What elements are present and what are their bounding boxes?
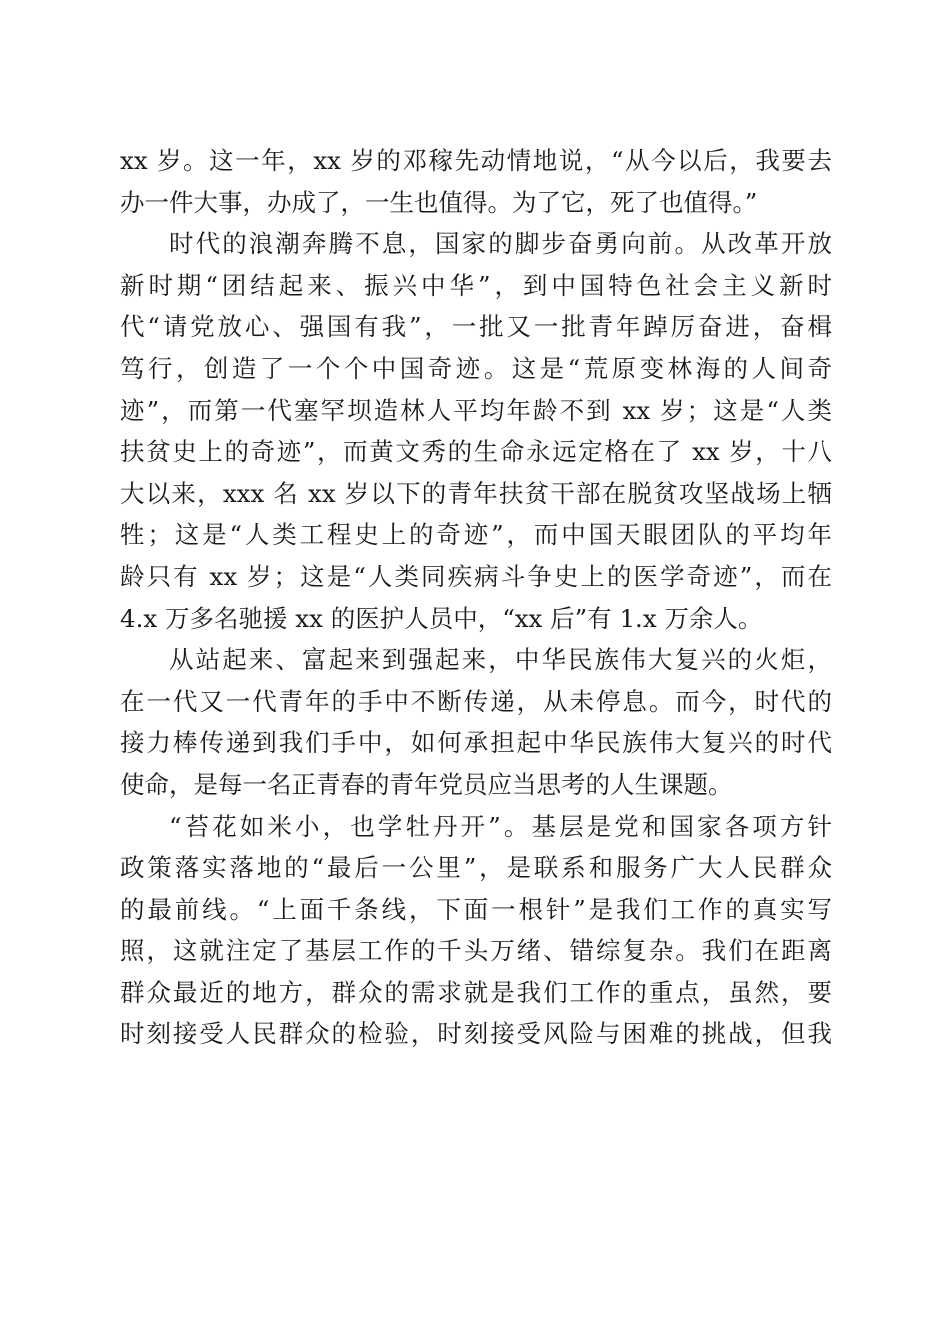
document-body: [120, 140, 832, 1055]
text-line: 时刻接受人民群众的检验，时刻接受风险与困难的挑战，但我: [120, 1019, 832, 1049]
text-line: 4.x 万多名驰援 xx 的医护人员中，“xx 后”有 1.x 万余人。: [120, 603, 763, 633]
text-line: 群众最近的地方，群众的需求就是我们工作的重点，虽然，要: [120, 977, 832, 1007]
text-line: 迹”，而第一代塞罕坝造林人平均年龄不到 xx 岁；这是“人类: [120, 395, 832, 425]
text-line: 办一件大事，办成了，一生也值得。为了它，死了也值得。”: [120, 187, 758, 217]
text-line: 照，这就注定了基层工作的千头万绪、错综复杂。我们在距离: [120, 936, 832, 966]
text-line: 从站起来、富起来到强起来，中华民族伟大复兴的火炬，: [169, 645, 832, 675]
text-line: 扶贫史上的奇迹”，而黄文秀的生命永远定格在了 xx 岁，十八: [120, 437, 832, 467]
text-line: 大以来，xxx 名 xx 岁以下的青年扶贫干部在脱贫攻坚战场上牺: [120, 478, 832, 508]
text-line: “苔花如米小，也学牡丹开”。基层是党和国家各项方针: [169, 811, 832, 841]
text-line: 新时期“团结起来、振兴中华”，到中国特色社会主义新时: [120, 270, 832, 300]
text-line: 的最前线。“上面千条线，下面一根针”是我们工作的真实写: [120, 894, 832, 924]
text-line: 笃行，创造了一个个中国奇迹。这是“荒原变林海的人间奇: [120, 353, 832, 383]
text-line: 龄只有 xx 岁；这是“人类同疾病斗争史上的医学奇迹”，而在: [120, 561, 832, 591]
text-line: 使命，是每一名正青春的青年党员应当思考的人生课题。: [120, 769, 733, 799]
text-line: 代“请党放心、强国有我”，一批又一批青年踔厉奋进，奋楫: [120, 312, 832, 342]
text-line: 牲；这是“人类工程史上的奇迹”，而中国天眼团队的平均年: [120, 520, 832, 550]
text-line: 接力棒传递到我们手中，如何承担起中华民族伟大复兴的时代: [120, 728, 832, 758]
text-line: 政策落实落地的“最后一公里”，是联系和服务广大人民群众: [120, 853, 832, 883]
text-line: xx 岁。这一年，xx 岁的邓稼先动情地说，“从今以后，我要去: [120, 146, 832, 175]
text-line: 时代的浪潮奔腾不息，国家的脚步奋勇向前。从改革开放: [169, 229, 832, 259]
text-line: 在一代又一代青年的手中不断传递，从未停息。而今，时代的: [120, 686, 832, 716]
